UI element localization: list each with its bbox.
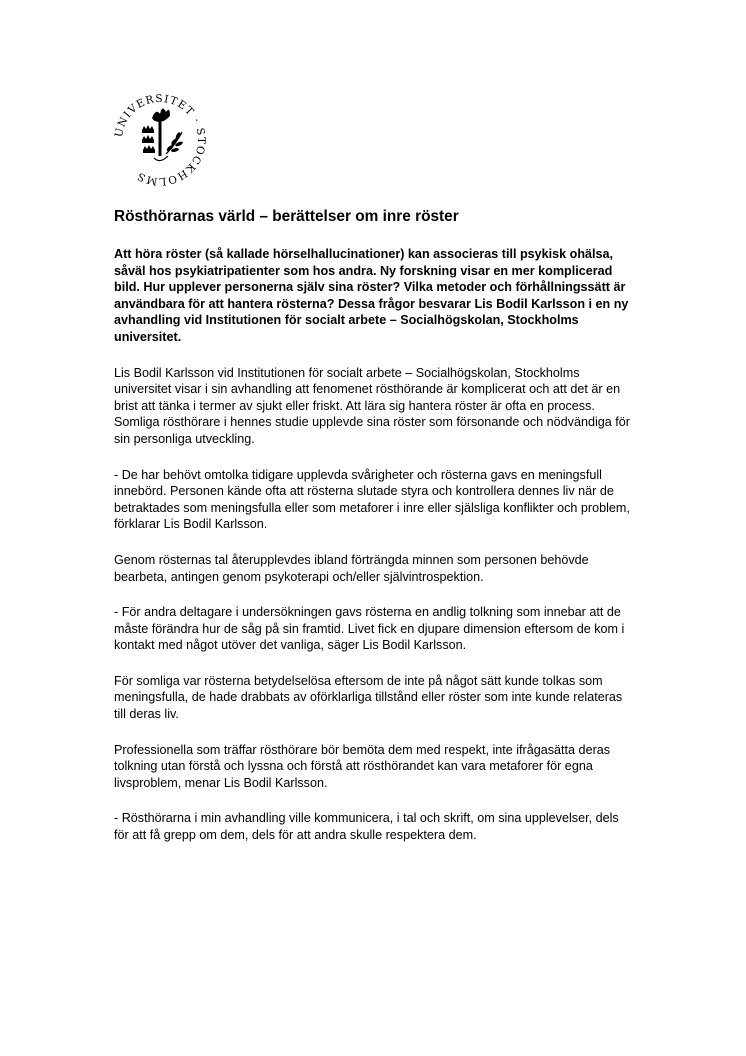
lead-paragraph: Att höra röster (så kallade hörselhallucinationer) kan associeras till psykisk ohälsa, såväl hos psykiatripatienter som hos andra. Ny forskning visar en mer komplicerad bild. Hur upplever personerna själv sina röster? Vilka metoder och förhållningssätt är användbara för att hantera rösterna? Dessa frågor besvarar Lis Bodil Karlsson i en ny avhandling vid Institutionen för socialt arbete – Socialhögskolan, Stockholms universitet. [114, 247, 629, 344]
body-paragraph-4: - För andra deltagare i undersökningen gavs rösterna en andlig tolkning som innebar att de måste förändra hur de såg på sin framtid. Livet fick en djupare dimension eftersom de kom i kontakt med något utöver det vanliga, säger Lis Bodil Karlsson. [114, 605, 625, 653]
seal-ring-text: UNIVERSITET · STOCKHOLMS [112, 92, 208, 188]
body-paragraph-7: - Rösthörarna i min avhandling ville kommunicera, i tal och skrift, om sina upplevelser, dels för att få grepp om dem, dels för att andra skulle respektera dem. [114, 811, 619, 843]
stockholm-university-seal-icon [112, 92, 208, 188]
body-paragraph-2: - De har behövt omtolka tidigare upplevda svårigheter och rösterna gavs en meningsfull innebörd. Personen kände ofta att rösterna slutade styra och kontrollera dennes liv när de betraktades som meningsfulla eller som metaforer i inre eller själsliga konflikter och problem, förklarar Lis Bodil Karlsson. [114, 467, 630, 532]
page-title: Rösthörarnas värld – berättelser om inre röster [114, 208, 459, 225]
body-paragraph-1: Lis Bodil Karlsson vid Institutionen för socialt arbete – Socialhögskolan, Stockholms universitet visar i sin avhandling att fenomenet rösthörande är komplicerat och att det är en brist att tänka i termer av sjukt eller friskt. Att lära sig hantera röster är ofta en process. Somliga rösthörare i hennes studie upplevde sina röster som försonande och nödvändiga för sin personliga utveckling. [114, 365, 630, 446]
body-paragraph-6: Professionella som träffar rösthörare bör bemöta dem med respekt, inte ifrågasätta deras tolkning utan förstå och lyssna och förstå att rösthörandet kan vara metaforer för egna livsproblem, menar Lis Bodil Karlsson. [114, 742, 611, 790]
body-paragraph-3: Genom rösternas tal återupplevdes ibland förträngda minnen som personen behövde bearbeta, antingen genom psykoterapi och/eller självintrospektion. [114, 552, 589, 584]
press-release-body [114, 208, 634, 863]
body-paragraph-5: För somliga var rösterna betydelselösa eftersom de inte på något sätt kunde tolkas som meningsfulla, de hade drabbats av oförklarliga tillstånd eller röster som inte kunde relateras till deras liv. [114, 673, 623, 722]
